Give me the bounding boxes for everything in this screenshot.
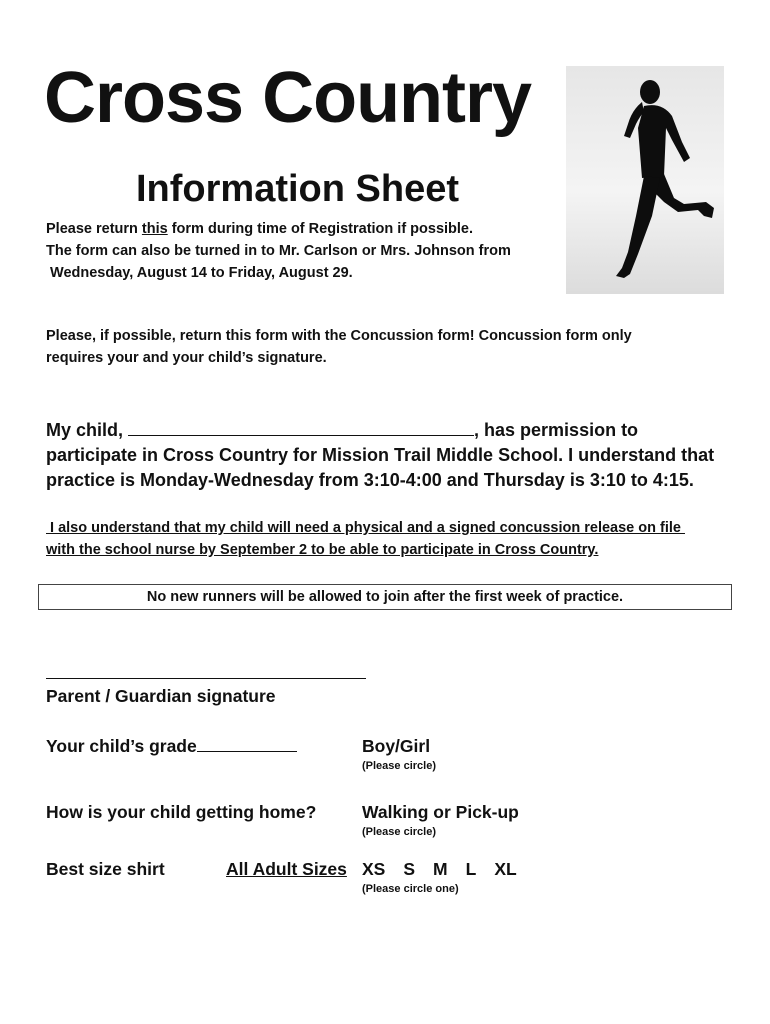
size-l[interactable]: L [465, 859, 477, 879]
grade-label: Your child’s grade [46, 736, 197, 756]
shirt-size-options [362, 857, 535, 882]
permission-line-2: participate in Cross Country for Mission Trail Middle School. I understand that [46, 445, 715, 465]
concussion-note-line-2: requires your and your child’s signature. [46, 350, 327, 366]
gender-options[interactable]: Boy/Girl [362, 736, 431, 756]
size-s[interactable]: S [403, 859, 416, 879]
grade-field[interactable] [197, 734, 297, 752]
size-m[interactable]: M [433, 859, 448, 879]
child-name-field[interactable] [128, 418, 474, 436]
size-xs[interactable]: XS [362, 859, 386, 879]
transport-hint: (Please circle) [362, 826, 436, 838]
notice-text: No new runners will be allowed to join after the first week of practice. [146, 589, 624, 605]
runner-image [566, 66, 724, 294]
signature-line[interactable] [46, 678, 366, 679]
permission-line-3: practice is Monday-Wednesday from 3:10-4:00 and Thursday is 3:10 to 4:15. [46, 470, 694, 490]
transport-options[interactable]: Walking or Pick-up [362, 802, 519, 822]
shirt-hint: (Please circle one) [362, 883, 459, 895]
runner-silhouette-icon [566, 66, 724, 294]
page-subtitle: Information Sheet [136, 168, 460, 210]
concussion-note-line-1: Please, if possible, return this form with the Concussion form! Concussion form only [46, 328, 632, 344]
shirt-label: Best size shirt [46, 859, 165, 879]
permission-line-1: My child, , has permission to [46, 420, 639, 440]
signature-label: Parent / Guardian signature [46, 686, 276, 706]
instructions-line-3: Wednesday, August 14 to Friday, August 29. [46, 265, 353, 281]
size-xl[interactable]: XL [494, 859, 517, 879]
physical-note-line-2: with the school nurse by September 2 to be able to participate in Cross Country. [46, 542, 599, 558]
notice-box [38, 584, 732, 610]
grade-row [46, 734, 297, 759]
transport-label: How is your child getting home? [46, 802, 317, 822]
instructions-line-2: The form can also be turned in to Mr. Carlson or Mrs. Johnson from [46, 243, 511, 259]
page-title: Cross Country [44, 58, 532, 138]
gender-hint: (Please circle) [362, 760, 436, 772]
shirt-sizes-label: All Adult Sizes [226, 859, 347, 879]
instructions-line-1: Please return this form during time of Registration if possible. [46, 221, 474, 237]
physical-note-line-1: I also understand that my child will need a physical and a signed concussion release on file [46, 520, 685, 536]
